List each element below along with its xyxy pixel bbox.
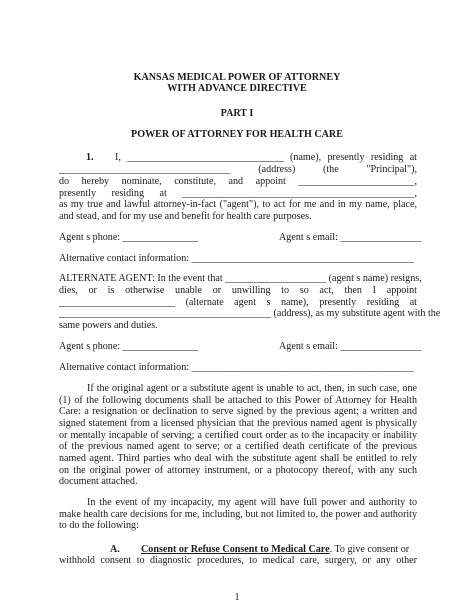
alternate-line: ALTERNATE AGENT: In the event that ____________________ (agent s name) resigns,	[59, 273, 422, 284]
paragraph-line: named agent. Third parties who deal with the substitute agent shall be entitled to rely	[59, 453, 417, 464]
paragraph-line: document attached.	[59, 476, 138, 487]
alternate-alt-contact-field: Alternative contact information: ____________________________________________	[59, 362, 414, 373]
section-number: 1.	[86, 152, 94, 163]
page-number: 1	[234, 592, 240, 603]
part-label: PART I	[220, 108, 254, 119]
paragraph-line: make health care decisions for me, including, but not limited to, the power and authority	[59, 509, 417, 520]
alternate-line: same powers and duties.	[59, 320, 158, 331]
section-letter: A.	[110, 544, 120, 555]
section-a-heading: Consent or Refuse Consent to Medical Care	[141, 544, 330, 555]
alternate-email-field: Agent s email: ________________	[279, 341, 422, 352]
paragraph-line: of the previous named agent to serve; or a certified death certificate of the previous	[59, 441, 417, 452]
section-a-text: . To give consent or	[329, 544, 410, 555]
section1-line: presently residing at ______________________________________________,	[59, 188, 417, 199]
paragraph-line: Care: a resignation or declination to serve signed by the previous agent; a written and	[59, 406, 417, 417]
agent-alt-contact-field: Alternative contact information: ____________________________________________	[59, 253, 414, 264]
section1-line: do hereby nominate, constitute, and appoint _______________________,	[59, 176, 417, 187]
agent-phone-field: Agent s phone: _______________	[59, 232, 199, 243]
paragraph-line: In the event of my incapacity, my agent will have full power and authority to	[87, 497, 417, 508]
section1-line: __________________________________ (address) (the "Principal"),	[59, 164, 417, 175]
alternate-line: dies, or is otherwise unable or unwilling to so act, then I appoint	[59, 285, 417, 296]
paragraph-line: or mentally incapable of serving; a certified court order as to the incapacity or inability	[59, 430, 417, 441]
paragraph-line: signed statement from a licensed physician that the previous named agent is physically	[59, 418, 417, 429]
document-title-line1: KANSAS MEDICAL POWER OF ATTORNEY	[133, 72, 341, 83]
alternate-phone-field: Agent s phone: _______________	[59, 341, 199, 352]
agent-email-field: Agent s email: ________________	[279, 232, 422, 243]
section1-line: I, _______________________________ (name), presently residing at	[115, 152, 417, 163]
section1-line: and stead, and for my use and benefit for health care purposes.	[59, 211, 312, 222]
paragraph-line: on the original power of attorney instrument, or a photocopy thereof, with any such	[59, 465, 417, 476]
paragraph-line: If the original agent or a substitute agent is unable to act, then, in such case, one	[87, 383, 417, 394]
paragraph-line: to do the following:	[59, 520, 139, 531]
section1-line: as my true and lawful attorney-in-fact ("agent"), to act for me and in my name, place,	[59, 199, 417, 210]
document-title-line2: WITH ADVANCE DIRECTIVE	[167, 83, 307, 94]
alternate-line: _______________________ (alternate agent s name), presently residing at	[59, 297, 417, 308]
alternate-line: __________________________________________ (address), as my substitute agent with the	[59, 308, 441, 319]
paragraph-line: (1) of the following documents shall be attached to this Power of Attorney for Health	[59, 395, 417, 406]
part-title: POWER OF ATTORNEY FOR HEALTH CARE	[131, 129, 343, 140]
paragraph-line: withhold consent to diagnostic procedures, to medical care, surgery, or any other	[59, 555, 417, 566]
